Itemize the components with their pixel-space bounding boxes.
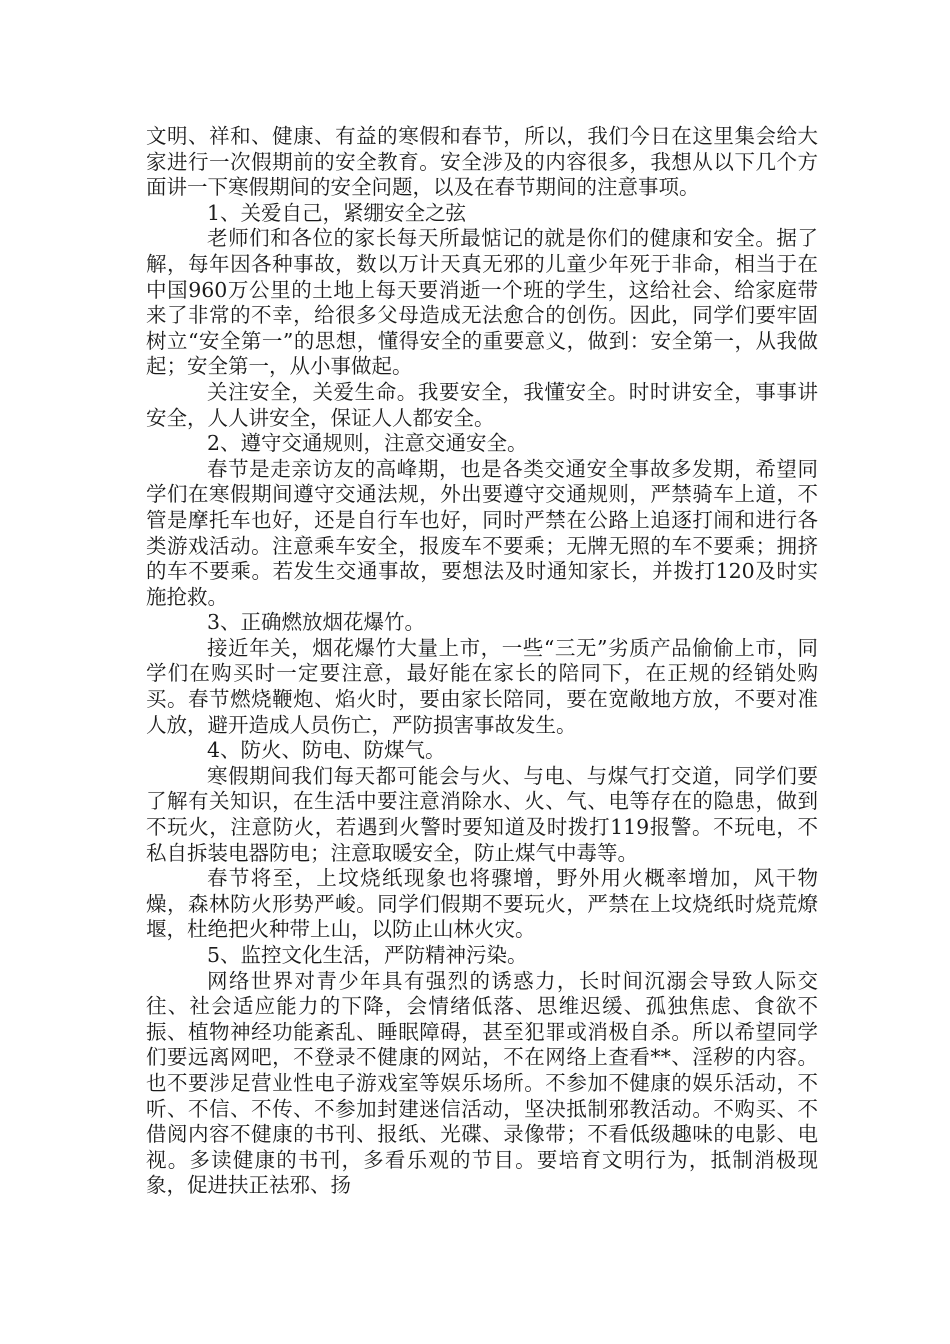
paragraph-section-4b: 春节将至，上坟烧纸现象也将骤增，野外用火概率增加，风干物燥，森林防火形势严峻。同学们假期不要玩火，严禁在上坟烧纸时烧荒燎堰，杜绝把火种带上山，以防止山林火灾。 bbox=[146, 866, 818, 942]
heading-section-1: 1、关爱自己，紧绷安全之弦 bbox=[207, 200, 467, 225]
paragraph-section-5: 网络世界对青少年具有强烈的诱惑力，长时间沉溺会导致人际交往、社会适应能力的下降，会情绪低落、思维迟缓、孤独焦虑、食欲不振、植物神经功能紊乱、睡眠障碍，甚至犯罪或消极自杀。所以希望同学们要远离网吧，不登录不健康的网站，不在网络上查看**、淫秽的内容。也不要涉足营业性电子游戏室等娱乐场所。不参加不健康的娱乐活动，不听、不信、不传、不参加封建迷信活动，坚决抵制邪教活动。不购买、不借阅内容不健康的书刊、报纸、光碟、录像带；不看低级趣味的电影、电视。多读健康的书刊，多看乐观的节目。要培育文明行为，抵制消极现象，促进扶正祛邪、扬 bbox=[146, 968, 818, 1198]
paragraph-section-2: 春节是走亲访友的高峰期，也是各类交通安全事故多发期，希望同学们在寒假期间遵守交通法规，外出要遵守交通规则，严禁骑车上道，不管是摩托车也好，还是自行车也好，同时严禁在公路上追逐打闹和进行各类游戏活动。注意乘车安全，报废车不要乘；无牌无照的车不要乘；拥挤的车不要乘。若发生交通事故，要想法及时通知家长，并拨打120及时实施抢救。 bbox=[146, 456, 818, 609]
paragraph-section-1b: 关注安全，关爱生命。我要安全，我懂安全。时时讲安全，事事讲安全，人人讲安全，保证人人都安全。 bbox=[146, 379, 818, 430]
heading-section-2: 2、遵守交通规则，注意交通安全。 bbox=[207, 431, 528, 456]
paragraph-intro: 文明、祥和、健康、有益的寒假和春节，所以，我们今日在这里集会给大家进行一次假期前的安全教育。安全涉及的内容很多，我想从以下几个方面讲一下寒假期间的安全问题，以及在春节期间的注意事项。 bbox=[146, 124, 818, 200]
heading-section-4: 4、防火、防电、防煤气。 bbox=[207, 738, 446, 763]
paragraph-section-1a: 老师们和各位的家长每天所最惦记的就是你们的健康和安全。据了解，每年因各种事故，数以万计天真无邪的儿童少年死于非命，相当于在中国960万公里的土地上每天要消逝一个班的学生，这给社会、给家庭带来了非常的不幸，给很多父母造成无法愈合的创伤。因此，同学们要牢固树立“安全第一”的思想，懂得安全的重要意义，做到：安全第一，从我做起；安全第一，从小事做起。 bbox=[146, 226, 818, 379]
paragraph-section-4a: 寒假期间我们每天都可能会与火、与电、与煤气打交道，同学们要了解有关知识，在生活中要注意消除水、火、气、电等存在的隐患，做到不玩火，注意防火，若遇到火警时要知道及时拨打119报警。不玩电，不私自拆装电器防电；注意取暖安全，防止煤气中毒等。 bbox=[146, 763, 818, 865]
heading-section-3: 3、正确燃放烟花爆竹。 bbox=[207, 610, 426, 635]
heading-section-5: 5、监控文化生活，严防精神污染。 bbox=[207, 943, 528, 967]
paragraph-section-3: 接近年关，烟花爆竹大量上市，一些“三无”劣质产品偷偷上市，同学们在购买时一定要注意，最好能在家长的陪同下，在正规的经销处购买。春节燃烧鞭炮、焰火时，要由家长陪同，要在宽敞地方放，不要对准人放，避开造成人员伤亡，严防损害事故发生。 bbox=[146, 635, 818, 737]
document-body bbox=[146, 124, 818, 1199]
